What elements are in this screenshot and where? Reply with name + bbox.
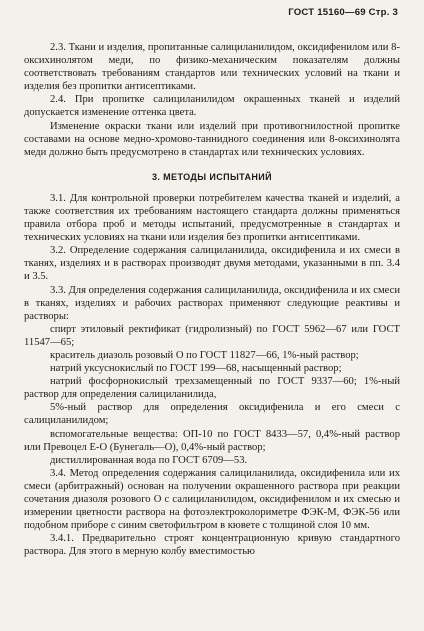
reagent-distilled-water: дистиллированная вода по ГОСТ 6709—53. — [50, 454, 248, 466]
reagent-diazole: краситель диазоль розовый О по ГОСТ 11827—66, 1%-ный раствор; — [50, 349, 359, 361]
paragraph-color-change: Изменение окраски ткани или изделий при противогнилостной пропитке составами на основе медно-хромово-таннидного соединения или 8-оксихинолята меди должно быть предусмотрено в стандартах или технических условиях. — [24, 120, 400, 158]
reagent-sodium-acetate: натрий уксуснокислый по ГОСТ 199—68, насыщенный раствор; — [50, 363, 342, 375]
section-heading: 3. МЕТОДЫ ИСПЫТАНИЙ — [151, 171, 273, 182]
paragraph-2-4: 2.4. При пропитке салициланилидом окрашенных тканей и изделий допускается изменение оттенка цвета. — [24, 94, 400, 119]
paragraph-3-1: 3.1. Для контрольной проверки потребителем качества тканей и изделий, а также соответствия их требованиям настоящего стандарта должны применяться правила отбора проб и методы испытаний, предусмотренные в стандартах и технических условиях на ткани или изделия без пропитки антисептиками. — [24, 192, 400, 244]
reagent-auxiliary: вспомогательные вещества: ОП-10 по ГОСТ 8433—57, 0,4%-ный раствор или Превоцел Е-О (Бунегаль—О), 0,4%-ный раствор; — [24, 428, 400, 453]
paragraph-3-2: 3.2. Определение содержания салициланилида, оксидифенила и их смеси в тканях, изделиях и в растворах производят двумя методами, указанными в пп. 3.4 и 3.5. — [24, 245, 400, 283]
paragraph-3-4-1: 3.4.1. Предварительно строят концентрационную кривую стандартного раствора. Для этого в мерную колбу вместимостью — [24, 533, 400, 558]
paragraph-2-3: 2.3. Ткани и изделия, пропитанные салициланилидом, оксидифенилом или 8-оксихинолятом меди, по физико-механическим показателям должны соответствовать требованиям стандартов или технических условий на ткани и изделия без пропитки антисептиками. — [24, 42, 400, 93]
paragraph-3-3: 3.3. Для определения содержания салициланилида, оксидифенила и их смеси в тканях, изделиях и рабочих растворах применяют следующие реактивы и растворы: — [24, 284, 400, 322]
reagent-sodium-phosphate: натрий фосфорнокислый трехзамещенный по ГОСТ 9337—60; 1%-ный раствор для определения салициланилида, — [24, 376, 400, 401]
paragraph-3-4: 3.4. Метод определения содержания салициланилида, оксидифенила или их смеси (арбитражный) основан на получении окрашенного раствора при реакции сочетания диазоля розового О с салициланилидом, оксидифенилом и их смесью и измерении цветности раствора на фотоэлектроколориметре ФЭК-М, ФЭК-56 или подобном приборе с синим светофильтром в кювете с толщиной слоя 10 мм. — [24, 467, 400, 532]
reagent-5-percent-solution: 5%-ный раствор для определения оксидифенила и его смеси с салициланилидом; — [24, 402, 400, 427]
page-header: ГОСТ 15160—69 Стр. 3 — [288, 7, 398, 18]
reagent-ethanol: спирт этиловый ректификат (гидролизный) по ГОСТ 5962—67 или ГОСТ 11547—65; — [24, 323, 400, 348]
